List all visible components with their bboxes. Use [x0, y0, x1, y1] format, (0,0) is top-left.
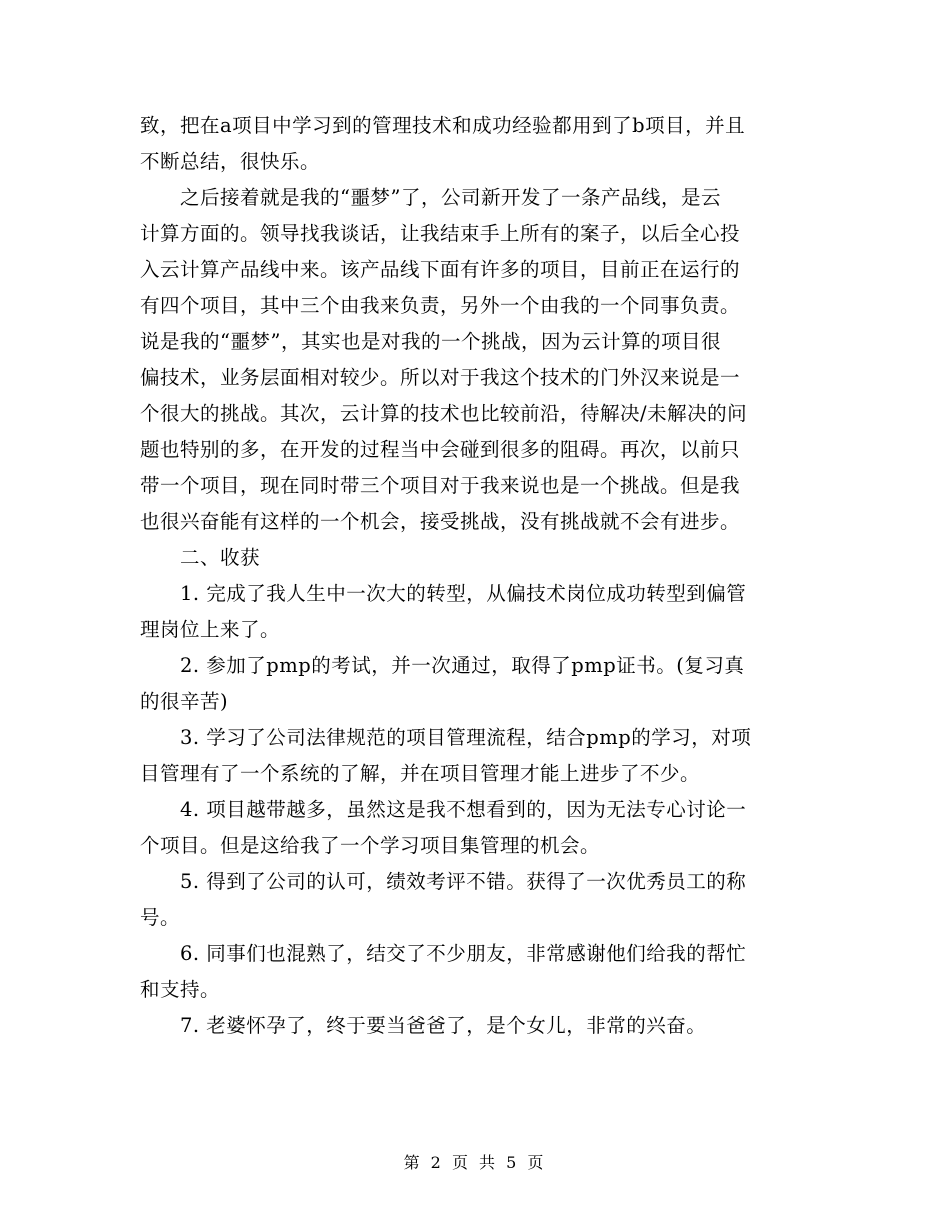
text-line: 致，把在a项目中学习到的管理技术和成功经验都用到了b项目，并且 [140, 114, 746, 137]
text-line: 号。 [140, 906, 181, 929]
paragraph [140, 108, 810, 180]
text-line: 6. 同事们也混熟了，结交了不少朋友，非常感谢他们给我的帮忙 [180, 942, 747, 965]
text-line: 计算方面的。领导找我谈话，让我结束手上所有的案子，以后全心投 [140, 222, 741, 245]
paragraph [140, 864, 810, 936]
document-body [140, 108, 810, 1044]
text-line: 个很大的挑战。其次，云计算的技术也比较前沿，待解决/未解决的问 [140, 402, 748, 425]
text-line: 入云计算产品线中来。该产品线下面有许多的项目，目前正在运行的 [140, 258, 741, 281]
text-line: 3. 学习了公司法律规范的项目管理流程，结合pmp的学习，对项 [180, 726, 752, 749]
text-line: 5. 得到了公司的认可，绩效考评不错。获得了一次优秀员工的称 [180, 870, 747, 893]
text-line: 和支持。 [140, 978, 221, 1001]
text-line: 之后接着就是我的“噩梦”了，公司新开发了一条产品线，是云 [180, 186, 721, 209]
text-line: 也很兴奋能有这样的一个机会，接受挑战，没有挑战就不会有进步。 [140, 510, 741, 533]
text-line: 的很辛苦) [140, 690, 229, 713]
paragraph [140, 720, 810, 792]
text-line: 7. 老婆怀孕了，终于要当爸爸了，是个女儿，非常的兴奋。 [180, 1014, 707, 1037]
paragraph [140, 792, 810, 864]
text-line: 1. 完成了我人生中一次大的转型，从偏技术岗位成功转型到偏管 [180, 582, 747, 605]
text-line: 4. 项目越带越多，虽然这是我不想看到的，因为无法专心讨论一 [180, 798, 747, 821]
text-line: 理岗位上来了。 [140, 618, 281, 641]
paragraph [140, 540, 810, 576]
text-line: 2. 参加了pmp的考试，并一次通过，取得了pmp证书。(复习真 [180, 654, 745, 677]
text-line: 有四个项目，其中三个由我来负责，另外一个由我的一个同事负责。 [140, 294, 741, 317]
paragraph [140, 648, 810, 720]
text-line: 二、收获 [180, 546, 261, 569]
paragraph [140, 1008, 810, 1044]
text-line: 不断总结，很快乐。 [140, 150, 321, 173]
page-footer: 第 2 页 共 5 页 [403, 1153, 547, 1172]
text-line: 题也特别的多，在开发的过程当中会碰到很多的阻碍。再次，以前只 [140, 438, 741, 461]
paragraph [140, 180, 810, 540]
text-line: 带一个项目，现在同时带三个项目对于我来说也是一个挑战。但是我 [140, 474, 741, 497]
paragraph [140, 936, 810, 1008]
text-line: 个项目。但是这给我了一个学习项目集管理的机会。 [140, 834, 601, 857]
text-line: 偏技术，业务层面相对较少。所以对于我这个技术的门外汉来说是一 [140, 366, 741, 389]
text-line: 说是我的“噩梦”，其实也是对我的一个挑战，因为云计算的项目很 [140, 330, 721, 353]
paragraph [140, 576, 810, 648]
text-line: 目管理有了一个系统的了解，并在项目管理才能上进步了不少。 [140, 762, 701, 785]
